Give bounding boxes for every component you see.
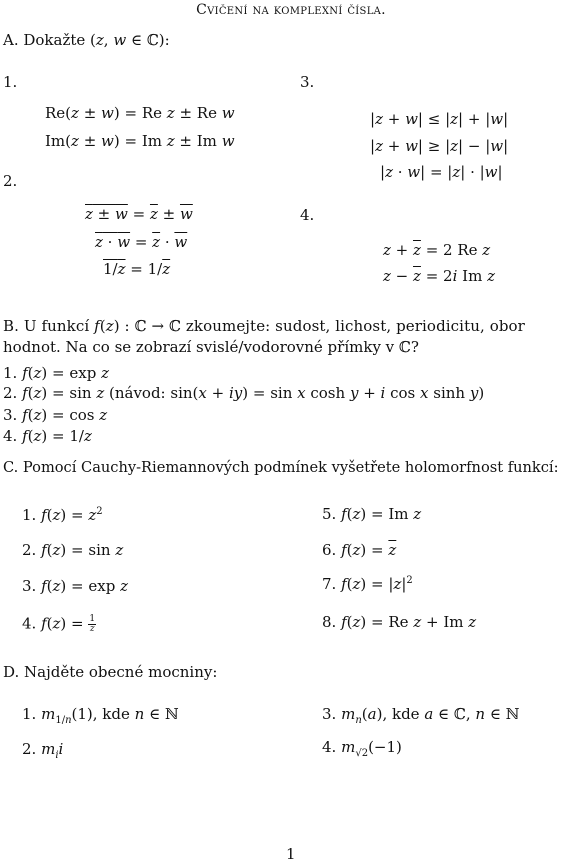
a1-line2: Im(z ± w) = Im z ± Im w xyxy=(45,132,235,150)
a3-line2: |z + w| ≥ |z| − |w| xyxy=(370,137,509,155)
b-item-2: 2. f(z) = sin z (návod: sin(x + iy) = sin x cosh y + i cos x sinh y) xyxy=(3,384,485,402)
c-item-8: 8. f(z) = Re z + Im z xyxy=(322,613,477,631)
a2-line3: $1/z = 1/\overline{z}$ xyxy=(103,260,171,278)
d-item-1: 1. $m_{1/n}(1)$, kde n ∈ ℕ xyxy=(22,705,179,726)
c-item-3: 3. f(z) = exp z xyxy=(22,577,128,595)
d-item-4: 4. $m_{√2}(-1)$ xyxy=(322,738,402,759)
a3-line1: |z + w| ≤ |z| + |w| xyxy=(370,110,509,128)
c-item-1: 1. $f(z) = z^2$ xyxy=(22,506,103,524)
a2-line1: $z \pm w = \overline{z} \pm \overline{w}$ xyxy=(85,205,193,223)
c-item-2: 2. f(z) = sin z xyxy=(22,541,124,559)
b-item-4: 4. f(z) = 1/z xyxy=(3,427,92,445)
a2-line2: $z \cdot w = \overline{z} \cdot \overline{w}$ xyxy=(95,233,188,251)
page-number: 1 xyxy=(286,845,296,863)
a3-line3: |z · w| = |z| · |w| xyxy=(380,163,503,181)
a1-line1: Re(z ± w) = Re z ± Re w xyxy=(45,104,235,122)
b-item-3: 3. f(z) = cos z xyxy=(3,406,108,424)
a4-line2: $z - \overline{z} = 2i$ Im z xyxy=(383,267,495,285)
a3-number: 3. xyxy=(300,73,315,91)
b-item-1: 1. f(z) = exp z xyxy=(3,364,109,382)
a4-line1: $z + \overline{z} = 2$ Re z xyxy=(383,241,491,259)
a1-number: 1. xyxy=(3,73,18,91)
section-b-heading-line1: B. U funkcí f(z) : ℂ → ℂ zkoumejte: sudost, lichost, periodicitu, obor xyxy=(3,317,525,335)
section-d-heading: D. Najděte obecné mocniny: xyxy=(3,663,218,681)
a2-number: 2. xyxy=(3,172,18,190)
d-item-3: 3. $m_n(a)$, kde a ∈ ℂ, n ∈ ℕ xyxy=(322,705,520,726)
a4-number: 4. xyxy=(300,206,315,224)
c-item-5: 5. f(z) = Im z xyxy=(322,505,422,523)
section-c-heading: C. Pomocí Cauchy-Riemannových podmínek vyšetřete holomorfnost funkcí: xyxy=(3,459,559,476)
section-a-heading: A. Dokažte (z, w ∈ ℂ): xyxy=(3,31,170,49)
c-item-7: 7. $f(z) = |z|^2$ xyxy=(322,575,413,593)
d-item-2: 2. $m_ii$ xyxy=(22,740,64,761)
page-title: Cvičení na komplexní čísla. xyxy=(196,2,386,18)
c-item-6: 6. $f(z) = \overline{z}$ xyxy=(322,541,397,559)
c-item-4: 4. f(z) = $\frac{1}{z}$ xyxy=(22,614,96,634)
section-b-heading-line2: hodnot. Na co se zobrazí svislé/vodorovné přímky v ℂ? xyxy=(3,338,419,356)
